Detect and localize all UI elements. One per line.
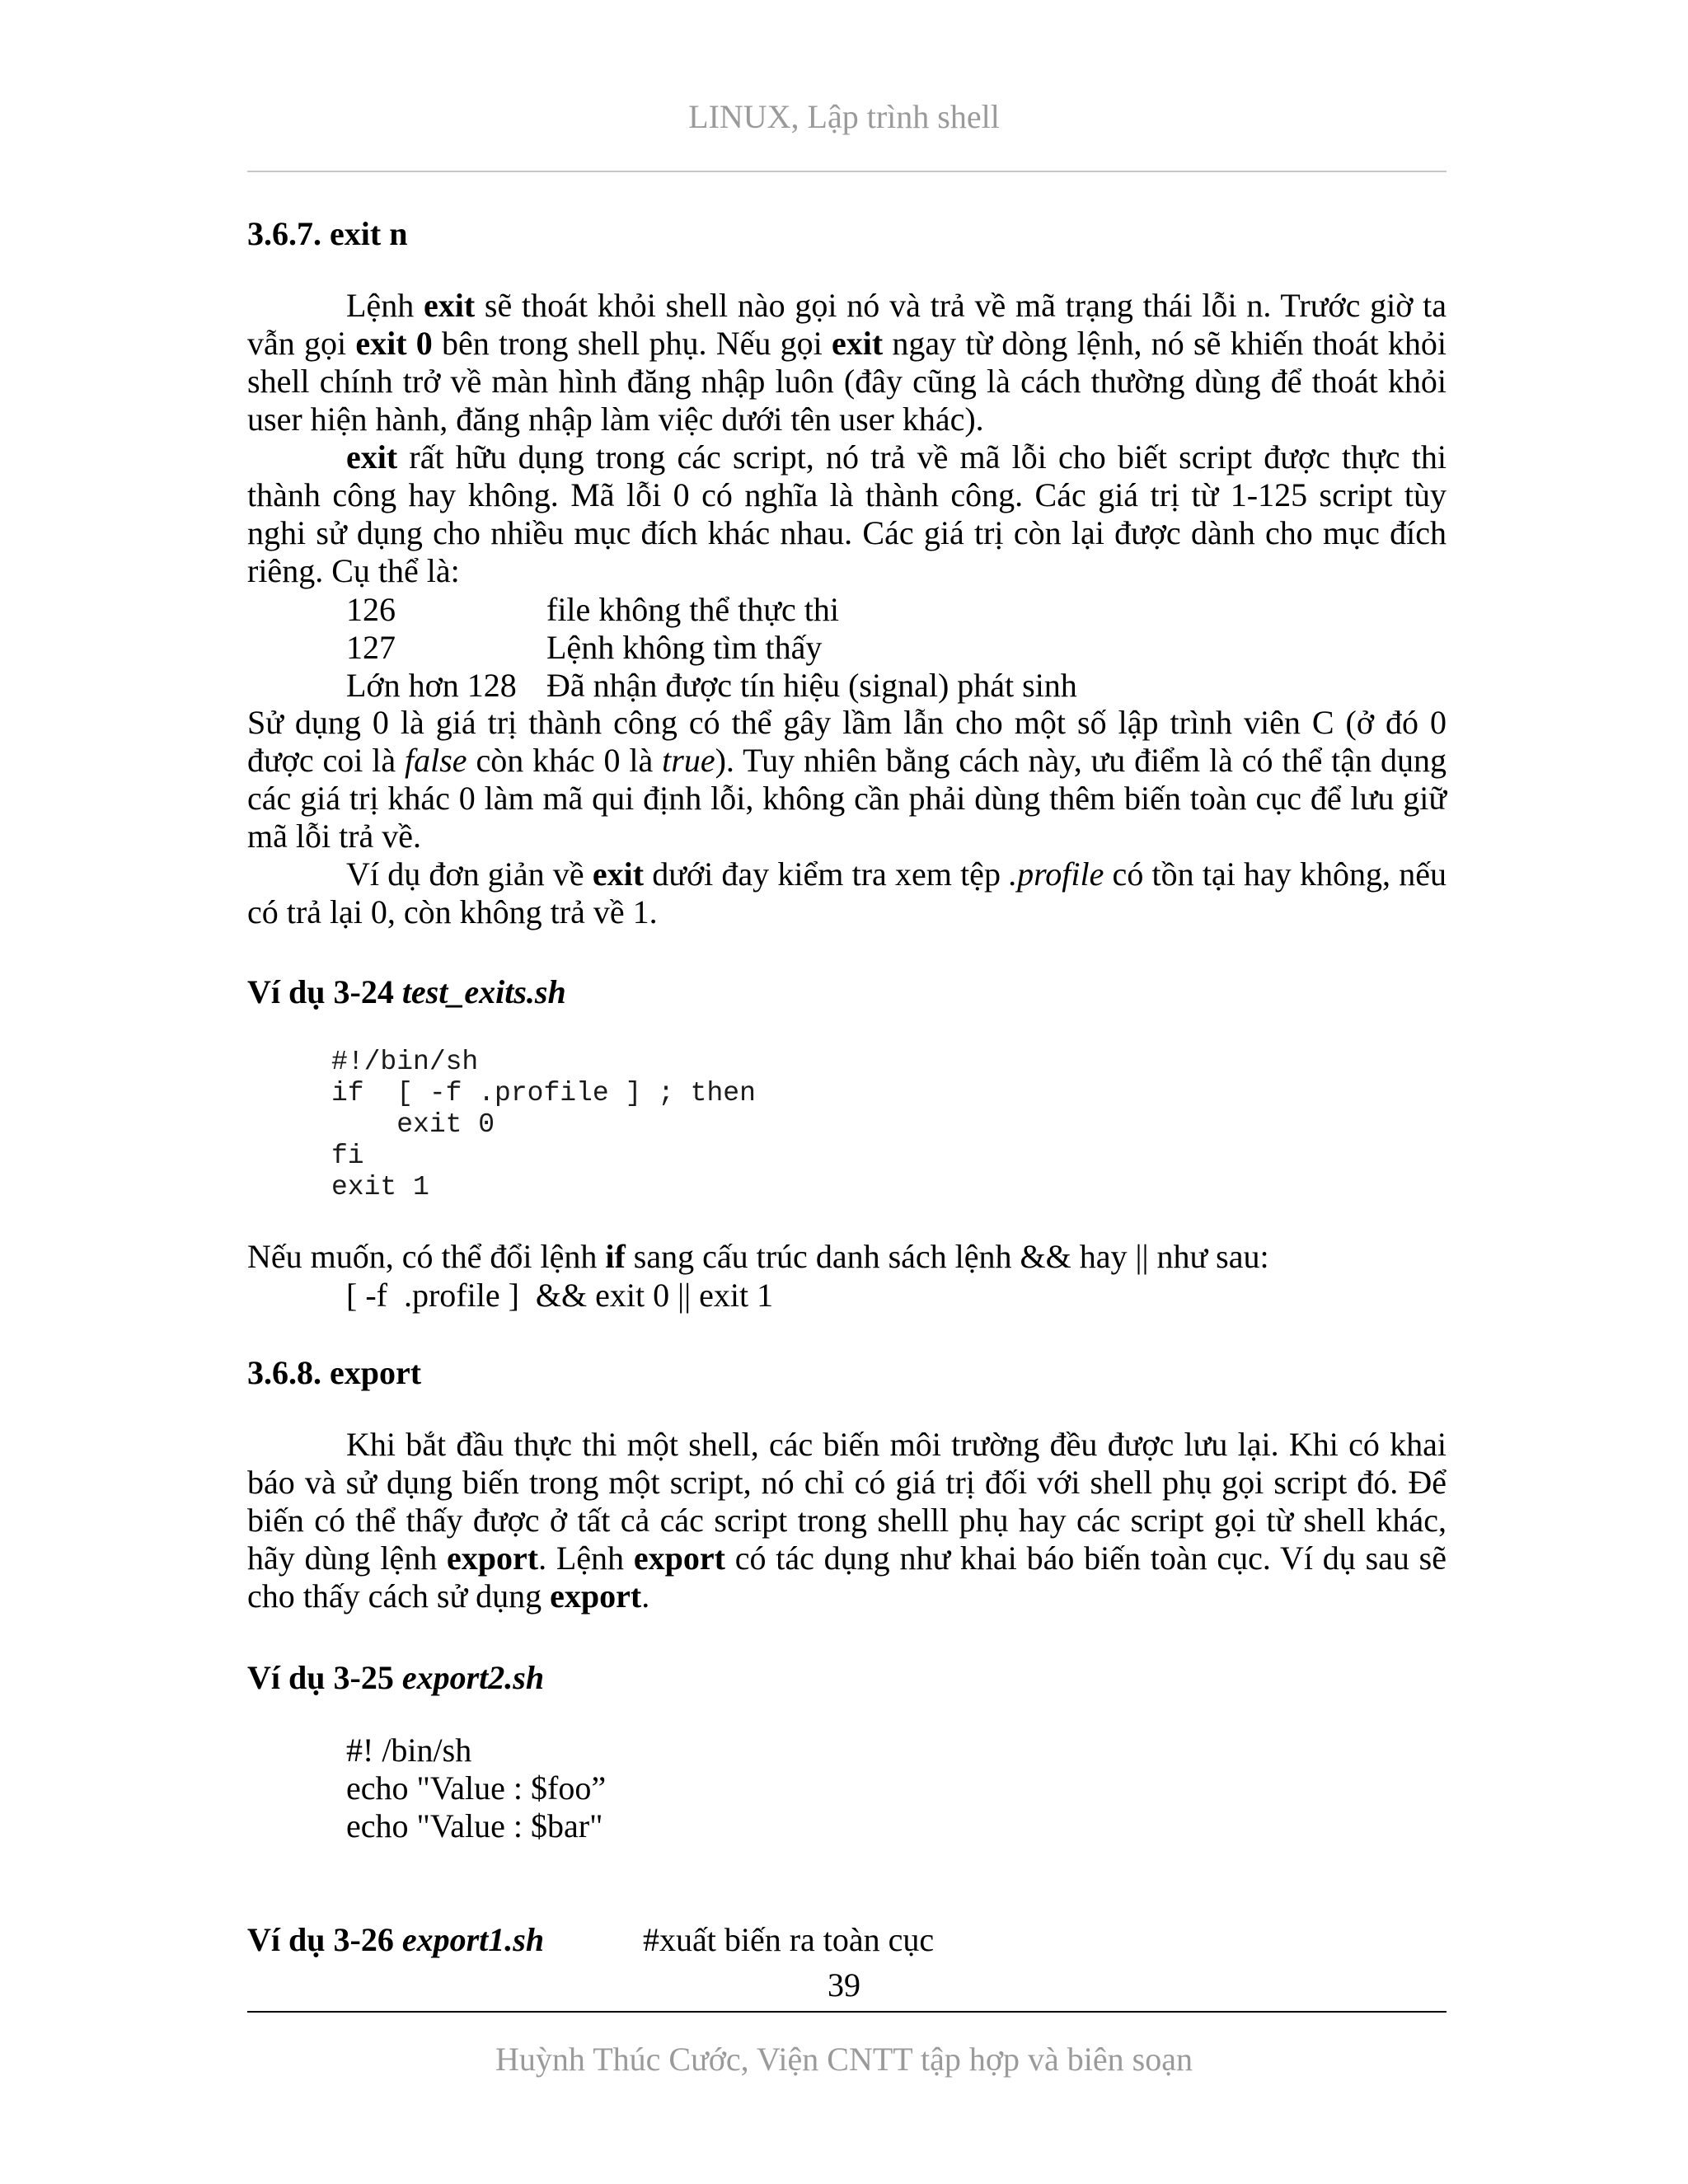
example-caption <box>247 1920 544 1959</box>
exit-code-value: 126 <box>346 591 396 628</box>
example-comment: #xuất biến ra toàn cục <box>643 1921 935 1958</box>
bold-term: export <box>447 1540 539 1577</box>
text-run: còn khác 0 là <box>467 742 663 779</box>
paragraph-alternative <box>247 1238 1447 1276</box>
exit-code-value: 127 <box>346 629 396 666</box>
italic-term: false <box>405 742 467 779</box>
running-header: LINUX, Lập trình shell <box>688 98 1000 135</box>
text-run: dưới đay kiểm tra xem tệp <box>644 855 1010 893</box>
exit-code-description: file không thể thực thi <box>546 591 839 628</box>
exit-code-description: Đã nhận được tín hiệu (signal) phát sinh <box>546 667 1077 704</box>
example-caption <box>247 1658 544 1697</box>
example-label: Ví dụ 3-24 <box>247 973 394 1010</box>
paragraph-exit-note <box>247 704 1447 855</box>
exit-code-description: Lệnh không tìm thấy <box>546 629 823 666</box>
code-line: echo "Value : $foo” <box>346 1769 607 1807</box>
running-footer: Huỳnh Thúc Cước, Viện CNTT tập hợp và biên soạn <box>495 2041 1193 2078</box>
example-label: Ví dụ 3-25 <box>247 1659 394 1696</box>
example-caption <box>247 972 566 1011</box>
exit-code-value: Lớn hơn 128 <box>346 667 517 704</box>
text-run: sẽ thoát khỏi shell nào gọi nó và trả về mã trạng thái lỗi n. Trước giờ ta vẫn gọi <box>247 287 1447 362</box>
example-filename: test_exits.sh <box>401 973 566 1010</box>
italic-term: true <box>662 742 715 779</box>
text-run: Sử dụng 0 là giá trị thành công có thể gây lầm lẫn cho một số lập trình viên C (ở đó 0 được coi là <box>247 704 1447 779</box>
code-block-test-exits: #!/bin/sh if [ -f .profile ] ; then exit 0 fi exit 1 <box>331 1047 756 1202</box>
code-line: #! /bin/sh <box>346 1732 472 1769</box>
italic-term: .profile <box>1009 855 1104 893</box>
example-filename: export1.sh <box>401 1921 545 1958</box>
paragraph-exit-intro <box>247 287 1447 438</box>
bold-term: exit <box>423 287 476 324</box>
text-run: bên trong shell phụ. Nếu gọi <box>432 325 832 362</box>
bold-term: exit <box>831 325 884 362</box>
bold-term: exit <box>592 855 645 893</box>
bold-term: exit <box>346 438 398 476</box>
paragraph-exit-example-intro <box>247 855 1447 931</box>
text-run: ). Tuy nhiên bằng cách này, ưu điểm là có thể tận dụng các giá trị khác 0 làm mã qui định lỗi, không cần phải dùng thêm biến toàn cục để lưu giữ mã lỗi trả về. <box>247 742 1447 855</box>
page-number: 39 <box>828 1966 860 2004</box>
text-run: ngay từ dòng lệnh, nó sẽ khiến thoát khỏi shell chính trở về màn hình đăng nhập luôn (đây cũng là cách thường dùng để thoát khỏi user hiện hành, đăng nhập làm việc dưới tên user khác). <box>247 325 1447 438</box>
bold-term: if <box>605 1238 626 1275</box>
header-rule <box>247 171 1447 172</box>
section-heading-export: 3.6.8. export <box>247 1354 422 1391</box>
bold-term: export <box>633 1540 725 1577</box>
text-run: sang cấu trúc danh sách lệnh && hay || như sau: <box>625 1238 1269 1275</box>
section-heading-exit: 3.6.7. exit n <box>247 215 408 252</box>
code-line: echo "Value : $bar" <box>346 1807 603 1844</box>
paragraph-exit-usage <box>247 438 1447 590</box>
paragraph-export <box>247 1426 1447 1615</box>
text-run: có tồn tại hay không, nếu có trả lại 0, còn không trả về 1. <box>247 855 1447 930</box>
bold-term: exit 0 <box>355 325 433 362</box>
text-run: rất hữu dụng trong các script, nó trả về mã lỗi cho biết script được thực thi thành công hay không. Mã lỗi 0 có nghĩa là thành công. Các giá trị từ 1-125 script tùy nghi sử dụng cho nhiều mục đích khác nhau. Các giá trị còn lại được dành cho mục đích riêng. Cụ thể là: <box>247 438 1447 589</box>
bold-term: export <box>550 1577 642 1615</box>
text-run: Nếu muốn, có thể đổi lệnh <box>247 1238 606 1275</box>
text-run: Lệnh <box>346 287 424 324</box>
example-filename: export2.sh <box>401 1659 545 1696</box>
footer-rule <box>247 2011 1447 2013</box>
text-run: có tác dụng như khai báo biến toàn cục. Ví dụ sau sẽ cho thấy cách sử dụng <box>247 1540 1447 1615</box>
text-run: Khi bắt đầu thực thi một shell, các biến môi trường đều được lưu lại. Khi có khai báo và sử dụng biến trong một script, nó chỉ có giá trị đối với shell phụ gọi script đó. Để biến có thể thấy được ở tất cả các script trong shelll phụ hay các script gọi từ shell khác, hãy dùng lệnh <box>247 1426 1447 1577</box>
alternative-command: [ -f .profile ] && exit 0 || exit 1 <box>346 1277 774 1314</box>
text-run: . Lệnh <box>538 1540 634 1577</box>
example-label: Ví dụ 3-26 <box>247 1921 394 1958</box>
text-run: Ví dụ đơn giản về <box>346 855 593 893</box>
text-run: . <box>641 1577 650 1615</box>
